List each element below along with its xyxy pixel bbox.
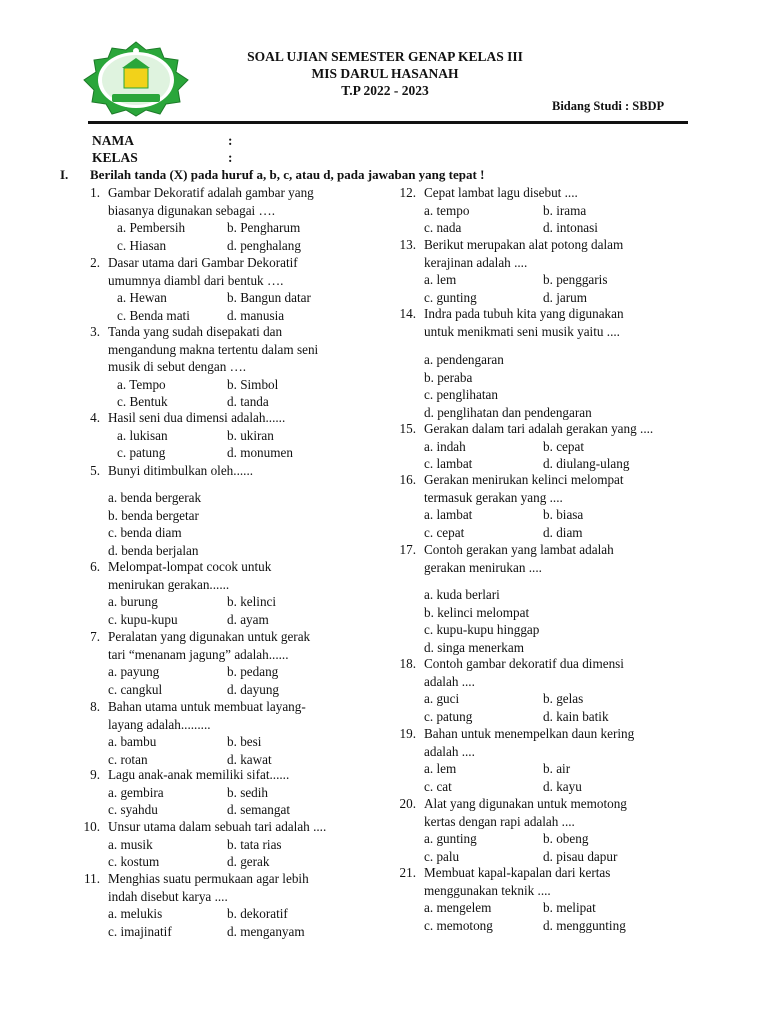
answer-option: c. Bentuk (117, 394, 168, 409)
answer-option: b. obeng (543, 831, 589, 846)
question-text: Lagu anak-anak memiliki sifat...... (108, 767, 290, 782)
question-text: adalah .... (424, 673, 475, 689)
answer-option: a. Pembersih (117, 220, 186, 235)
answer-option: d. ayam (227, 611, 269, 627)
answer-option: a. musik (108, 836, 153, 852)
answer-option: d. menganyam (227, 923, 305, 939)
question-number: 10. (83, 819, 100, 834)
question-number: 14. (399, 306, 416, 321)
question-number: 9. (90, 767, 100, 782)
question-text: Membuat kapal-kapalan dari kertas (424, 865, 611, 880)
answer-option: a. gunting (424, 831, 477, 846)
answer-option: a. lukisan (117, 427, 168, 443)
question-text: Berikut merupakan alat potong dalam (424, 237, 624, 252)
answer-option: a. mengelem (424, 900, 492, 915)
answer-option: d. penglihatan dan pendengaran (424, 404, 592, 420)
question-text: Bunyi ditimbulkan oleh...... (108, 463, 254, 478)
instruction (60, 167, 484, 183)
question-text: Contoh gerakan yang lambat adalah (424, 542, 614, 557)
answer-option: c. kostum (108, 854, 160, 869)
answer-option: a. lambat (424, 507, 473, 522)
question-text: termasuk gerakan yang .... (424, 489, 563, 505)
answer-option: b. benda bergetar (108, 507, 199, 523)
answer-option: d. diam (543, 524, 583, 540)
question-number: 19. (399, 726, 416, 741)
answer-option: a. lem (424, 761, 457, 776)
question-number: 16. (399, 472, 416, 487)
answer-option: a. indah (424, 438, 466, 454)
answer-option: a. guci (424, 691, 460, 706)
answer-option: a. kuda berlari (424, 587, 500, 602)
question-number: 12. (399, 185, 416, 200)
question-number: 11. (84, 871, 100, 886)
answer-option: a. melukis (108, 906, 163, 921)
question-text: menggunakan teknik .... (424, 882, 551, 898)
answer-option: c. cangkul (108, 681, 163, 697)
question-text: kertas dengan rapi adalah .... (424, 813, 575, 829)
question-number: 2. (90, 255, 100, 270)
answer-option: d. kayu (543, 778, 582, 794)
answer-option: c. nada (424, 220, 462, 235)
answer-option: b. peraba (424, 369, 473, 385)
answer-option: a. Hewan (117, 290, 167, 305)
answer-option: b. gelas (543, 691, 584, 706)
answer-option: d. monumen (227, 445, 293, 460)
answer-option: c. lambat (424, 456, 473, 471)
question-text: Gerakan dalam tari adalah gerakan yang .... (424, 421, 654, 436)
answer-option: d. dayung (227, 681, 280, 697)
answer-option: b. pedang (227, 664, 279, 679)
question-number: 21. (399, 865, 416, 880)
answer-option: b. tata rias (227, 836, 282, 852)
answer-option: b. Pengharum (227, 220, 301, 235)
answer-option: a. gembira (108, 784, 164, 800)
answer-option: b. Bangun datar (227, 290, 311, 305)
answer-option: c. kupu-kupu (108, 611, 178, 627)
question-text: layang adalah......... (108, 716, 211, 732)
answer-option: d. kain batik (543, 708, 609, 724)
answer-option: c. penglihatan (424, 387, 498, 402)
answer-option: c. Benda mati (117, 307, 190, 323)
class-colon: : (228, 150, 233, 165)
question-number: 4. (90, 410, 100, 425)
answer-option: d. benda berjalan (108, 542, 199, 558)
answer-option: c. memotong (424, 917, 493, 933)
answer-option: a. benda bergerak (108, 490, 202, 505)
question-text: musik di sebut dengan …. (108, 359, 247, 374)
answer-option: c. gunting (424, 289, 477, 305)
question-number: 1. (90, 185, 100, 200)
answer-option: b. ukiran (227, 427, 274, 443)
answer-option: b. penggaris (543, 272, 608, 287)
answer-option: c. palu (424, 848, 460, 864)
question-text: gerakan menirukan .... (424, 559, 542, 575)
answer-option: d. tanda (227, 394, 269, 409)
answer-option: c. syahdu (108, 802, 158, 817)
question-number: 5. (90, 463, 100, 478)
question-text: mengandung makna tertentu dalam seni (108, 341, 319, 357)
question-text: Unsur utama dalam sebuah tari adalah .... (108, 819, 327, 834)
answer-option: b. melipat (543, 900, 596, 915)
question-text: Cepat lambat lagu disebut .... (424, 185, 578, 200)
answer-option: b. sedih (227, 784, 269, 800)
question-number: 17. (399, 542, 416, 557)
answer-option: a. burung (108, 594, 158, 609)
answer-option: a. lem (424, 272, 457, 287)
answer-option: c. kupu-kupu hinggap (424, 622, 540, 637)
logo-star (133, 48, 139, 54)
question-number: 3. (90, 324, 100, 339)
answer-option: b. cepat (543, 438, 585, 454)
school-year: T.P 2022 - 2023 (341, 83, 429, 98)
question-text: indah disebut karya .... (108, 888, 228, 904)
answer-option: c. patung (117, 445, 166, 460)
answer-option: d. pisau dapur (543, 848, 618, 864)
answer-option: c. Hiasan (117, 237, 167, 253)
question-text: untuk menikmati seni musik yaitu .... (424, 323, 620, 339)
question-number: 13. (399, 237, 416, 252)
answer-option: a. tempo (424, 202, 470, 218)
answer-option: b. kelinci (227, 594, 277, 609)
school-logo (80, 38, 192, 118)
answer-option: d. manusia (227, 307, 285, 323)
answer-option: a. bambu (108, 734, 157, 749)
instruction-text: Berilah tanda (X) pada huruf a, b, c, atau d, pada jawaban yang tepat ! (90, 167, 485, 182)
question-text: Menghias suatu permukaan agar lebih (108, 871, 309, 886)
answer-option: b. air (543, 761, 571, 776)
answer-option: d. singa menerkam (424, 639, 524, 655)
question-text: Gerakan menirukan kelinci melompat (424, 472, 624, 487)
answer-option: c. imajinatif (108, 923, 172, 939)
answer-option: b. Simbol (227, 376, 279, 392)
question-number: 18. (399, 656, 416, 671)
answer-option: c. patung (424, 708, 473, 724)
answer-option: d. menggunting (543, 917, 626, 933)
answer-option: a. pendengaran (424, 352, 504, 367)
name-label: NAMA (92, 133, 134, 148)
logo-building (124, 68, 148, 88)
question-text: biasanya digunakan sebagai …. (108, 202, 275, 218)
question-text: Hasil seni dua dimensi adalah...... (108, 410, 286, 425)
question-text: Gambar Dekoratif adalah gambar yang (108, 185, 314, 200)
question-text: Bahan utama untuk membuat layang- (108, 699, 306, 714)
answer-option: d. semangat (227, 802, 290, 817)
answer-option: a. payung (108, 664, 160, 679)
answer-option: b. besi (227, 734, 262, 749)
answer-option: c. benda diam (108, 525, 182, 540)
question-number: 8. (90, 699, 100, 714)
question-text: Indra pada tubuh kita yang digunakan (424, 306, 624, 321)
question-number: 15. (399, 421, 416, 436)
answer-option: d. intonasi (543, 220, 598, 235)
answer-option: c. rotan (108, 751, 148, 767)
section-roman: I. (60, 167, 69, 182)
question-number: 20. (399, 796, 416, 811)
subject-label: Bidang Studi : SBDP (552, 99, 665, 113)
exam-title: SOAL UJIAN SEMESTER GENAP KELAS III (247, 49, 523, 64)
name-row (92, 133, 233, 149)
question-text: Peralatan yang digunakan untuk gerak (108, 629, 311, 644)
question-text: Bahan untuk menempelkan daun kering (424, 726, 635, 741)
question-text: Alat yang digunakan untuk memotong (424, 796, 627, 811)
question-text: umumnya diambl dari bentuk …. (108, 272, 284, 288)
name-colon: : (228, 133, 233, 148)
header-divider (88, 121, 688, 124)
question-text: Contoh gambar dekoratif dua dimensi (424, 656, 624, 671)
class-label: KELAS (92, 150, 138, 165)
answer-option: b. dekoratif (227, 906, 288, 921)
answer-option: d. jarum (543, 289, 587, 305)
answer-option: a. Tempo (117, 376, 166, 392)
answer-option: c. cat (424, 778, 452, 794)
answer-option: d. diulang-ulang (543, 456, 630, 471)
answer-option: d. gerak (227, 854, 270, 869)
class-row (92, 150, 233, 166)
question-text: adalah .... (424, 743, 475, 759)
question-number: 7. (90, 629, 100, 644)
question-text: Melompat-lompat cocok untuk (108, 559, 272, 574)
answer-option: d. penghalang (227, 237, 301, 253)
school-name: MIS DARUL HASANAH (311, 66, 459, 81)
answer-option: c. cepat (424, 524, 465, 540)
question-text: Dasar utama dari Gambar Dekoratif (108, 255, 298, 270)
answer-option: b. biasa (543, 507, 584, 522)
question-text: tari “menanam jagung” adalah...... (108, 646, 289, 662)
question-text: kerajinan adalah .... (424, 254, 528, 270)
answer-option: d. kawat (227, 751, 272, 767)
answer-option: b. irama (543, 202, 587, 218)
question-text: menirukan gerakan...... (108, 576, 230, 592)
question-number: 6. (90, 559, 100, 574)
question-text: Tanda yang sudah disepakati dan (108, 324, 283, 339)
answer-option: b. kelinci melompat (424, 604, 530, 620)
